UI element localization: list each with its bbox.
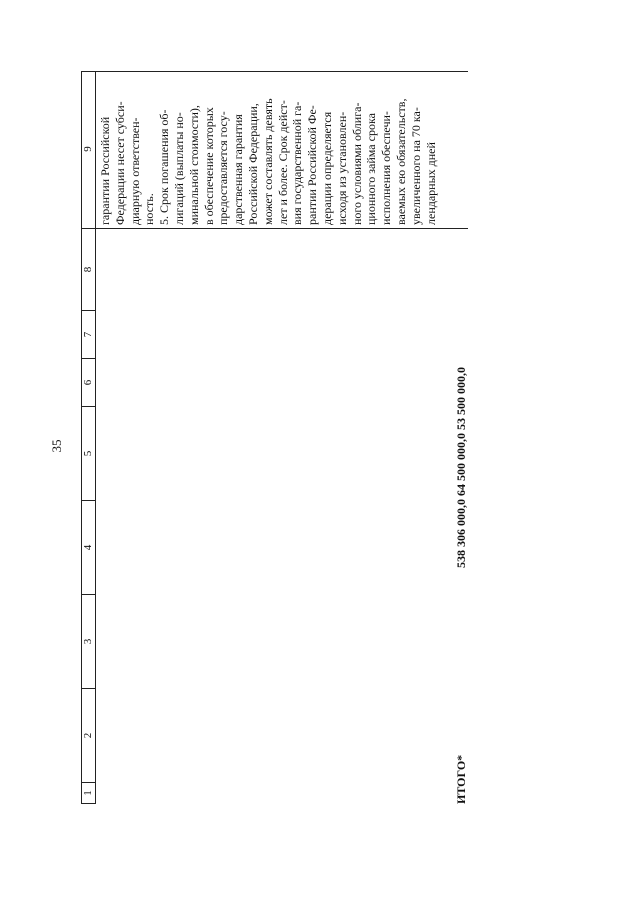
column-header-6: 6: [82, 358, 95, 406]
column-header-7: 7: [82, 310, 95, 358]
column-9-line: лигаций (выплаты но-: [171, 112, 186, 225]
page-number: 35: [49, 439, 64, 453]
column-9-line: дерации определяется: [319, 111, 334, 225]
column-header-2: 2: [82, 688, 95, 782]
column-9-line: ваемых ею обязательств,: [393, 98, 408, 225]
column-9-line: увеличенного на 70 ка-: [408, 107, 423, 225]
column-9-line: 5. Срок погашения об-: [157, 109, 172, 225]
column-9-line: исходя из установлен-: [334, 111, 349, 225]
column-9-line: Российской Федерации,: [245, 103, 260, 225]
column-9-line: может составлять девять: [260, 98, 275, 225]
table-header-row: [81, 71, 96, 804]
total-values: 538 306 000,0 64 500 000,0 53 500 000,0: [454, 367, 468, 568]
column-9-line: ного условиями облига-: [349, 102, 364, 225]
column-9-line: диарную ответствен-: [127, 117, 142, 225]
column-9-line: лендарных дней: [423, 142, 438, 225]
column-9-line: вия государственной га-: [290, 101, 305, 225]
column-9-line: ность.: [142, 193, 157, 225]
column-9-line: Федерации несет субси-: [112, 101, 127, 225]
total-label: ИТОГО*: [454, 754, 468, 804]
column-9-line: рантии Российской Фе-: [305, 105, 320, 225]
column-9-line: минальной стоимости),: [186, 105, 201, 225]
continuation-table: [81, 71, 476, 804]
column-9-line: исполнения обеспечи-: [379, 111, 394, 225]
column-header-9: 9: [82, 146, 94, 152]
column-9-line: ционного займа срока: [364, 113, 379, 225]
column-9-text: [98, 70, 438, 225]
column-9-line: гарантии Российской: [98, 116, 112, 225]
column-header-1: 1: [82, 782, 95, 803]
column-header-5: 5: [82, 406, 95, 500]
column-header-8: 8: [82, 228, 95, 310]
column-9-line: предоставляется госу-: [216, 111, 231, 225]
column-header-4: 4: [82, 500, 95, 594]
column-header-3: 3: [82, 594, 95, 688]
column-9-line: дарственная гарантия: [231, 114, 246, 225]
column-9-line: лет и более. Срок дейст-: [275, 100, 290, 225]
column-9-line: в обеспечение которых: [201, 107, 216, 225]
